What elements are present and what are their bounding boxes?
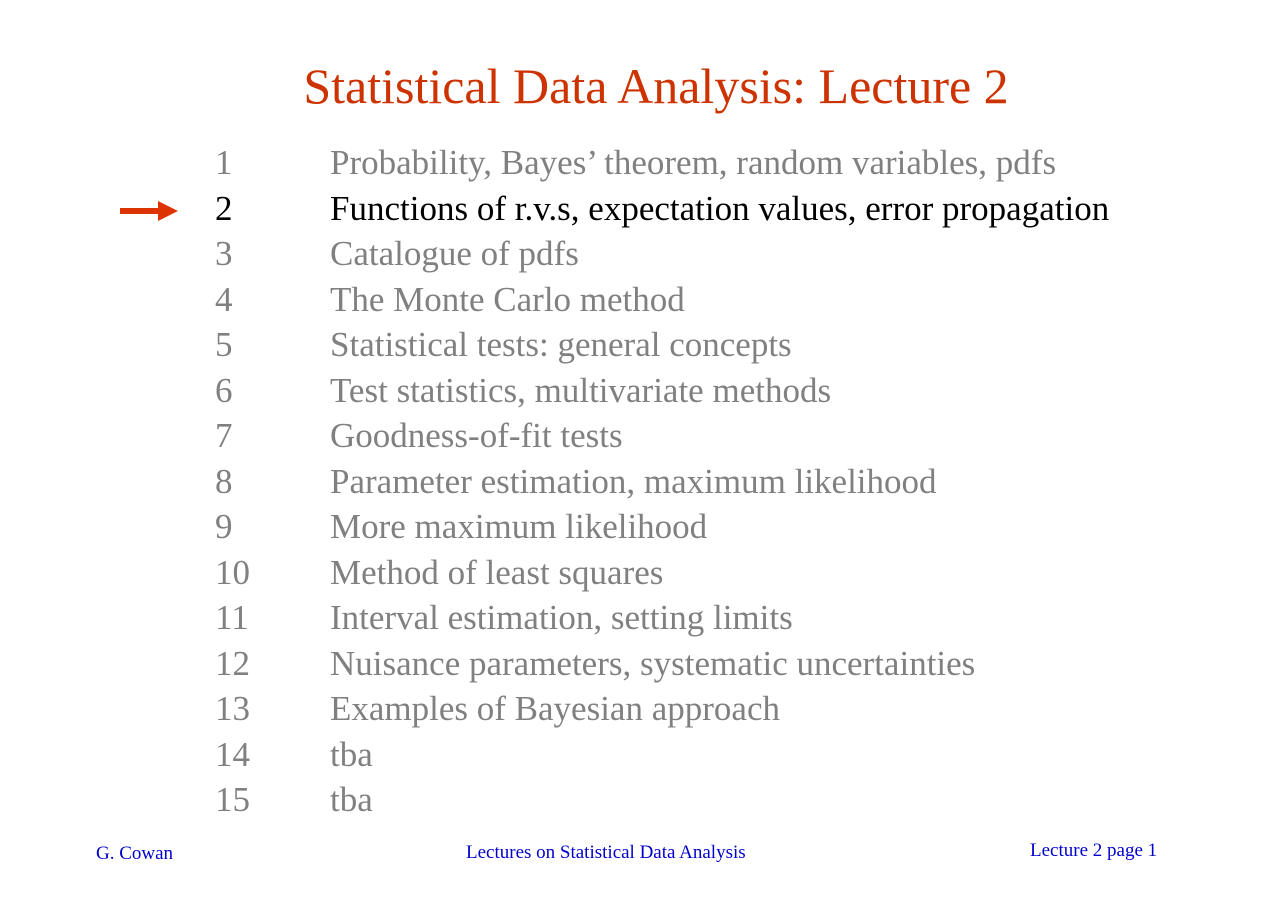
lecture-item [0, 595, 1280, 641]
lecture-topic: Functions of r.v.s, expectation values, error propagation [330, 188, 1110, 228]
lecture-topic: Examples of Bayesian approach [330, 689, 780, 728]
lecture-number: 13 [215, 689, 250, 728]
lecture-number: 6 [215, 370, 233, 410]
lecture-number: 5 [215, 325, 233, 364]
lecture-item [0, 368, 1280, 414]
lecture-number: 15 [215, 780, 250, 819]
lecture-topic: Nuisance parameters, systematic uncertainties [330, 643, 976, 683]
lecture-topic: More maximum likelihood [330, 507, 708, 546]
lecture-item [0, 732, 1280, 778]
lecture-topic: Method of least squares [330, 552, 664, 592]
lecture-item [0, 550, 1280, 596]
lecture-topic: tba [330, 780, 373, 819]
lecture-item [0, 777, 1280, 823]
lecture-number: 10 [215, 552, 250, 592]
lecture-item [0, 686, 1280, 732]
lecture-number: 7 [215, 416, 233, 455]
lecture-number: 8 [215, 461, 233, 501]
lecture-item-current [0, 186, 1280, 232]
lecture-topic: Goodness-of-fit tests [330, 416, 623, 455]
lecture-list [0, 140, 1280, 823]
lecture-number: 12 [215, 643, 250, 683]
lecture-topic: Statistical tests: general concepts [330, 325, 792, 364]
lecture-item [0, 231, 1280, 277]
lecture-topic: Catalogue of pdfs [330, 234, 579, 273]
footer-course-title: Lectures on Statistical Data Analysis [466, 842, 746, 863]
lecture-number: 2 [215, 188, 233, 228]
lecture-item [0, 413, 1280, 459]
lecture-number: 9 [215, 507, 233, 546]
lecture-number: 4 [215, 279, 233, 319]
lecture-topic: Test statistics, multivariate methods [330, 370, 832, 410]
footer-page-number: Lecture 2 page 1 [1030, 840, 1158, 861]
lecture-topic: Interval estimation, setting limits [330, 598, 793, 637]
lecture-topic: The Monte Carlo method [330, 279, 685, 319]
lecture-topic: Parameter estimation, maximum likelihood [330, 461, 937, 501]
lecture-number: 14 [215, 734, 250, 774]
lecture-item [0, 322, 1280, 368]
lecture-item [0, 140, 1280, 186]
lecture-number: 11 [215, 598, 249, 637]
lecture-item [0, 641, 1280, 687]
lecture-item [0, 504, 1280, 550]
lecture-number: 1 [215, 143, 233, 182]
lecture-topic: Probability, Bayes’ theorem, random variables, pdfs [330, 143, 1057, 182]
lecture-item [0, 277, 1280, 323]
slide-title: Statistical Data Analysis: Lecture 2 [303, 58, 1009, 114]
lecture-number: 3 [215, 234, 233, 273]
footer-author: G. Cowan [96, 843, 174, 864]
lecture-item [0, 459, 1280, 505]
lecture-topic: tba [330, 734, 373, 774]
